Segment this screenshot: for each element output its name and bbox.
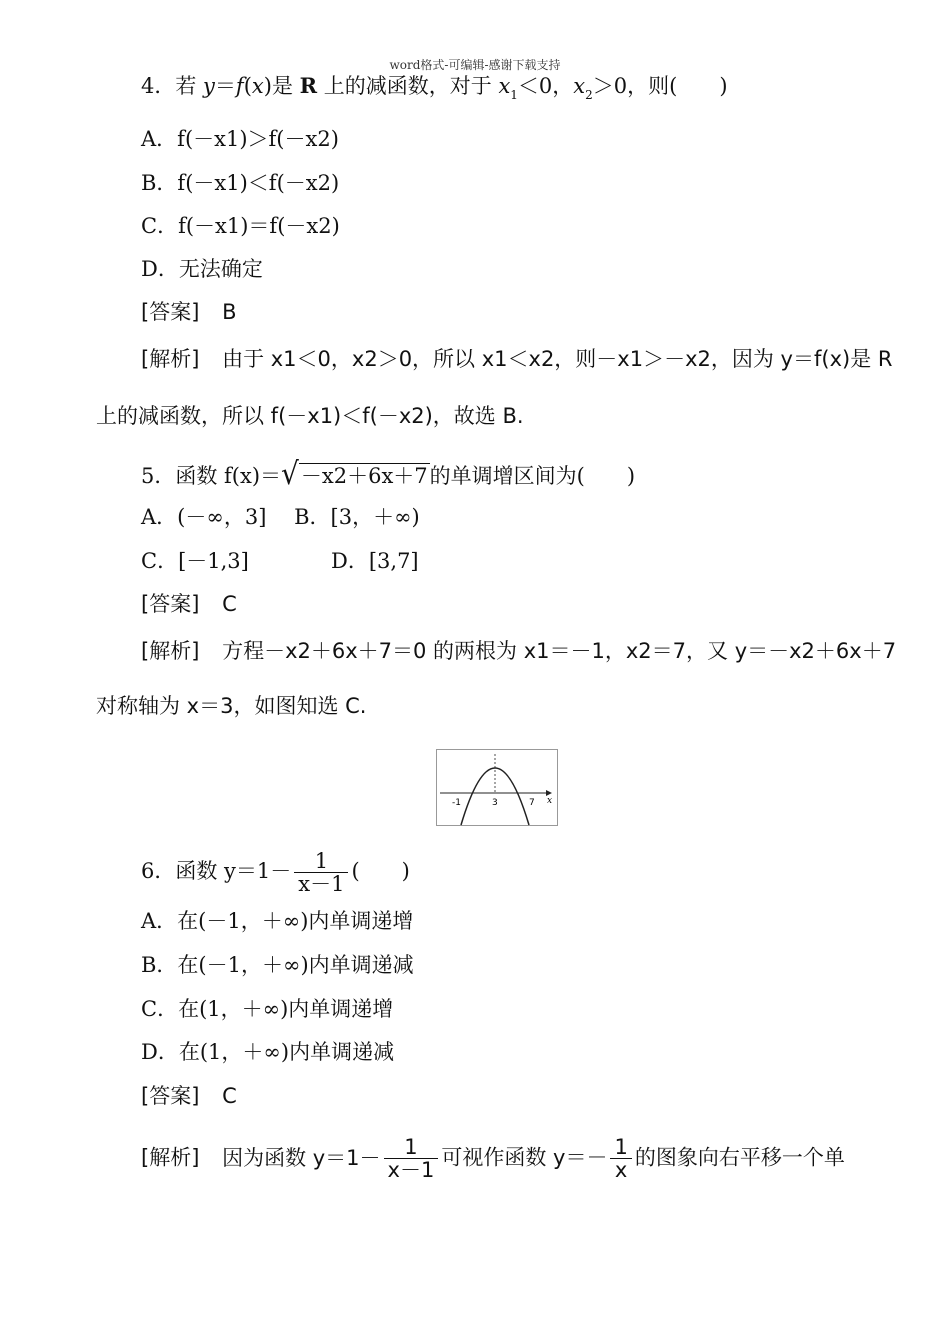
q4-answer: [141, 298, 237, 326]
q4-analysis-line2: 上的减函数，所以 f(－x1)＜f(－x2)，故选 B.: [96, 404, 524, 428]
graph-frame: [437, 750, 558, 826]
answer-value: B: [222, 300, 237, 324]
fraction: $\frac{1}{x}$: [610, 1136, 631, 1181]
radicand: －x2＋6x＋7: [300, 464, 428, 488]
q5-option-ab: A．(－∞，3] B．[3，＋∞): [141, 505, 420, 529]
q6-option-c: C．在(1，＋∞)内单调递增: [141, 997, 394, 1021]
axis-label: x: [547, 796, 553, 806]
answer-value: C: [222, 1084, 237, 1108]
q4-option-a: A．f(－x1)＞f(－x2): [141, 127, 339, 151]
q5-option-d: D．[3,7]: [331, 549, 419, 573]
answer-label: [答案]: [141, 1084, 200, 1108]
answer-label: [答案]: [141, 300, 200, 324]
q5-option-c: C．[－1,3]: [141, 549, 249, 573]
tick-label: 3: [492, 798, 498, 808]
answer-label: [答案]: [141, 592, 200, 616]
analysis-text: 由于 x1＜0，x2＞0，所以 x1＜x2，则－x1＞－x2，因为 y＝f(x)是 R: [222, 347, 893, 371]
sqrt-sign: √: [281, 455, 299, 492]
q5-stem: 5．函数 f(x)＝√－x2＋6x＋7的单调增区间为( ): [141, 455, 636, 492]
fraction: $\frac{1}{x-1}$: [384, 1136, 439, 1181]
q6-stem: 6．函数 y＝1－ $\frac{1}{x-1}$ ( ): [141, 849, 410, 896]
analysis-label: [解析]: [141, 347, 200, 371]
q5-analysis-line2: 对称轴为 x＝3，如图知选 C.: [96, 694, 367, 718]
analysis-text: 方程－x2＋6x＋7＝0 的两根为 x1＝－1，x2＝7，又 y＝－x2＋6x＋7: [222, 639, 897, 663]
q6-option-b: B．在(－1，＋∞)内单调递减: [141, 953, 414, 977]
q4-option-b: B．f(－x1)＜f(－x2): [141, 171, 340, 195]
q4-stem: 4．若 y＝f(x)是 R 上的减函数，对于 $x_1<0$，$x_2>0$，则( ): [141, 73, 728, 102]
answer-value: C: [222, 592, 237, 616]
q5-analysis-line1: [141, 637, 896, 665]
tick-label: -1: [452, 798, 461, 808]
q4-option-c: C．f(－x1)＝f(－x2): [141, 214, 340, 238]
q6-answer: [141, 1082, 237, 1110]
q6-option-a: A．在(－1，＋∞)内单调递增: [141, 909, 414, 933]
analysis-label: [解析]: [141, 1145, 200, 1170]
q5-answer: [141, 590, 237, 618]
fraction: $\frac{1}{x-1}$: [294, 850, 348, 895]
q4-analysis-line1: [141, 345, 892, 373]
analysis-label: [解析]: [141, 639, 200, 663]
q6-option-d: D．在(1，＋∞)内单调递减: [141, 1040, 395, 1064]
q6-analysis-line1: [解析] 因为函数 y＝1－ $\frac{1}{x-1}$ 可视作函数 y＝－ $\frac{1}{x}$ 的图象向右平移一个单: [141, 1135, 845, 1182]
page-header: word格式-可编辑-感谢下载支持: [389, 58, 561, 72]
parabola-graph: [436, 749, 558, 826]
tick-label: 7: [529, 798, 535, 808]
q4-option-d: D．无法确定: [141, 257, 263, 281]
